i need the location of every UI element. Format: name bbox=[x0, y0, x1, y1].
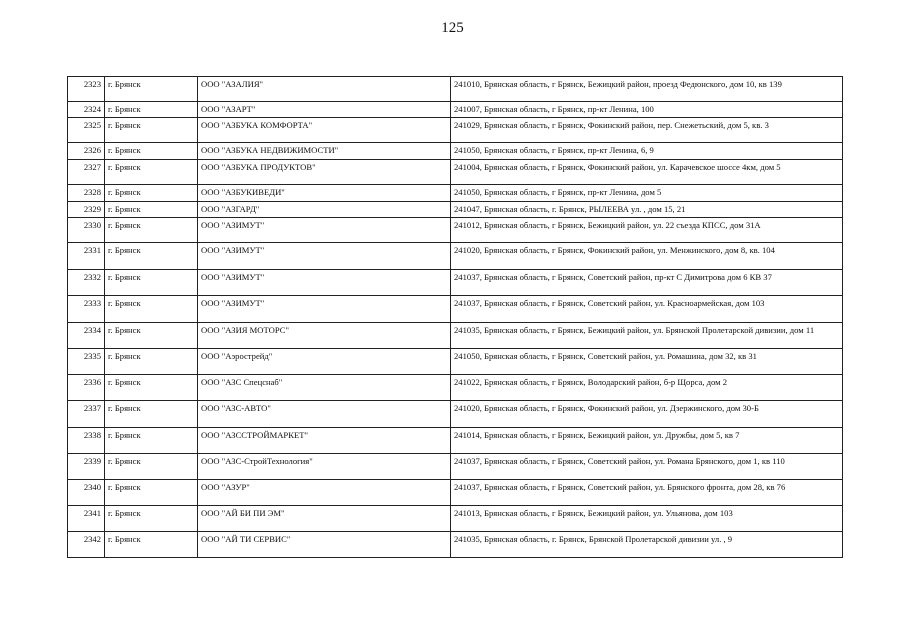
table-row bbox=[68, 506, 843, 532]
company-name-cell: ООО "АЗССТРОЙМАРКЕТ" bbox=[198, 428, 451, 454]
company-name-cell: ООО "АЗАЛИЯ" bbox=[198, 77, 451, 102]
registry-table bbox=[67, 76, 843, 558]
address-cell: 241010, Брянская область, г Брянск, Бежицкий район, проезд Федюнского, дом 10, кв 139 bbox=[451, 77, 843, 102]
company-name-cell: ООО "АЙ БИ ПИ ЭМ" bbox=[198, 506, 451, 532]
city-cell: г. Брянск bbox=[105, 118, 198, 143]
table-row bbox=[68, 160, 843, 185]
row-number-cell: 2342 bbox=[68, 532, 105, 558]
table-row bbox=[68, 454, 843, 480]
address-cell: 241013, Брянская область, г Брянск, Бежицкий район, ул. Ульянова, дом 103 bbox=[451, 506, 843, 532]
city-cell: г. Брянск bbox=[105, 506, 198, 532]
company-name-cell: ООО "АЗИМУТ" bbox=[198, 270, 451, 296]
city-cell: г. Брянск bbox=[105, 323, 198, 349]
address-cell: 241037, Брянская область, г Брянск, Советский район, ул. Романа Брянского, дом 1, кв 110 bbox=[451, 454, 843, 480]
table-row bbox=[68, 323, 843, 349]
row-number-cell: 2339 bbox=[68, 454, 105, 480]
table-row bbox=[68, 296, 843, 323]
table-row bbox=[68, 480, 843, 506]
city-cell: г. Брянск bbox=[105, 401, 198, 428]
address-cell: 241007, Брянская область, г Брянск, пр-кт Ленина, 100 bbox=[451, 102, 843, 118]
city-cell: г. Брянск bbox=[105, 218, 198, 243]
row-number-cell: 2338 bbox=[68, 428, 105, 454]
city-cell: г. Брянск bbox=[105, 375, 198, 401]
company-name-cell: ООО "АЗБУКА КОМФОРТА" bbox=[198, 118, 451, 143]
address-cell: 241004, Брянская область, г Брянск, Фокинский район, ул. Карачевское шоссе 4км, дом 5 bbox=[451, 160, 843, 185]
row-number-cell: 2331 bbox=[68, 243, 105, 270]
company-name-cell: ООО "АЗС-СтройТехнология" bbox=[198, 454, 451, 480]
city-cell: г. Брянск bbox=[105, 160, 198, 185]
address-cell: 241020, Брянская область, г Брянск, Фокинский район, ул. Менжинского, дом 8, кв. 104 bbox=[451, 243, 843, 270]
address-cell: 241037, Брянская область, г Брянск, Советский район, ул. Брянского фронта, дом 28, кв 76 bbox=[451, 480, 843, 506]
address-cell: 241050, Брянская область, г Брянск, Советский район, ул. Ромашина, дом 32, кв 31 bbox=[451, 349, 843, 375]
company-name-cell: ООО "АЗС Спецснаб" bbox=[198, 375, 451, 401]
row-number-cell: 2336 bbox=[68, 375, 105, 401]
city-cell: г. Брянск bbox=[105, 454, 198, 480]
city-cell: г. Брянск bbox=[105, 349, 198, 375]
company-name-cell: ООО "АЗИЯ МОТОРС" bbox=[198, 323, 451, 349]
table-row bbox=[68, 118, 843, 143]
row-number-cell: 2329 bbox=[68, 202, 105, 218]
address-cell: 241035, Брянская область, г. Брянск, Брянской Пролетарской дивизии ул. , 9 bbox=[451, 532, 843, 558]
table-row bbox=[68, 77, 843, 102]
address-cell: 241020, Брянская область, г Брянск, Фокинский район, ул. Дзержинского, дом 30-Б bbox=[451, 401, 843, 428]
city-cell: г. Брянск bbox=[105, 202, 198, 218]
city-cell: г. Брянск bbox=[105, 102, 198, 118]
city-cell: г. Брянск bbox=[105, 77, 198, 102]
city-cell: г. Брянск bbox=[105, 185, 198, 202]
address-cell: 241037, Брянская область, г Брянск, Советский район, ул. Красноармейская, дом 103 bbox=[451, 296, 843, 323]
row-number-cell: 2327 bbox=[68, 160, 105, 185]
table-row bbox=[68, 428, 843, 454]
table-row bbox=[68, 185, 843, 202]
city-cell: г. Брянск bbox=[105, 480, 198, 506]
row-number-cell: 2326 bbox=[68, 143, 105, 160]
address-cell: 241022, Брянская область, г Брянск, Володарский район, б-р Щорса, дом 2 bbox=[451, 375, 843, 401]
company-name-cell: ООО "АЗБУКА НЕДВИЖИМОСТИ" bbox=[198, 143, 451, 160]
row-number-cell: 2333 bbox=[68, 296, 105, 323]
table-row bbox=[68, 532, 843, 558]
row-number-cell: 2334 bbox=[68, 323, 105, 349]
address-cell: 241014, Брянская область, г Брянск, Бежицкий район, ул. Дружбы, дом 5, кв 7 bbox=[451, 428, 843, 454]
row-number-cell: 2325 bbox=[68, 118, 105, 143]
table-row bbox=[68, 102, 843, 118]
table-row bbox=[68, 375, 843, 401]
row-number-cell: 2335 bbox=[68, 349, 105, 375]
address-cell: 241047, Брянская область, г. Брянск, РЫЛЕЕВА ул. , дом 15, 21 bbox=[451, 202, 843, 218]
company-name-cell: ООО "АЗС-АВТО" bbox=[198, 401, 451, 428]
address-cell: 241050, Брянская область, г Брянск, пр-кт Ленина, 6, 9 bbox=[451, 143, 843, 160]
row-number-cell: 2332 bbox=[68, 270, 105, 296]
address-cell: 241035, Брянская область, г Брянск, Бежицкий район, ул. Брянской Пролетарской дивизии, дом 11 bbox=[451, 323, 843, 349]
city-cell: г. Брянск bbox=[105, 143, 198, 160]
row-number-cell: 2328 bbox=[68, 185, 105, 202]
address-cell: 241012, Брянская область, г Брянск, Бежицкий район, ул. 22 съезда КПСС, дом 31А bbox=[451, 218, 843, 243]
table-row bbox=[68, 401, 843, 428]
address-cell: 241029, Брянская область, г Брянск, Фокинский район, пер. Снежетьский, дом 5, кв. 3 bbox=[451, 118, 843, 143]
address-cell: 241050, Брянская область, г Брянск, пр-кт Ленина, дом 5 bbox=[451, 185, 843, 202]
table-row bbox=[68, 143, 843, 160]
company-name-cell: ООО "АЗИМУТ" bbox=[198, 243, 451, 270]
row-number-cell: 2340 bbox=[68, 480, 105, 506]
row-number-cell: 2330 bbox=[68, 218, 105, 243]
company-name-cell: ООО "Аэрострейд" bbox=[198, 349, 451, 375]
city-cell: г. Брянск bbox=[105, 243, 198, 270]
table-row bbox=[68, 202, 843, 218]
row-number-cell: 2341 bbox=[68, 506, 105, 532]
city-cell: г. Брянск bbox=[105, 428, 198, 454]
company-name-cell: ООО "АЗИМУТ" bbox=[198, 218, 451, 243]
row-number-cell: 2324 bbox=[68, 102, 105, 118]
city-cell: г. Брянск bbox=[105, 270, 198, 296]
table-row bbox=[68, 349, 843, 375]
city-cell: г. Брянск bbox=[105, 532, 198, 558]
company-name-cell: ООО "АЗУР" bbox=[198, 480, 451, 506]
address-cell: 241037, Брянская область, г Брянск, Советский район, пр-кт С Димитрова дом 6 КВ 37 bbox=[451, 270, 843, 296]
registry-table-body bbox=[68, 77, 843, 558]
company-name-cell: ООО "АЙ ТИ СЕРВИС" bbox=[198, 532, 451, 558]
page-number: 125 bbox=[441, 20, 464, 36]
company-name-cell: ООО "АЗАРТ" bbox=[198, 102, 451, 118]
company-name-cell: ООО "АЗБУКА ПРОДУКТОВ" bbox=[198, 160, 451, 185]
table-row bbox=[68, 243, 843, 270]
company-name-cell: ООО "АЗГАРД" bbox=[198, 202, 451, 218]
row-number-cell: 2337 bbox=[68, 401, 105, 428]
city-cell: г. Брянск bbox=[105, 296, 198, 323]
company-name-cell: ООО "АЗБУКИВЕДИ" bbox=[198, 185, 451, 202]
table-row bbox=[68, 270, 843, 296]
company-name-cell: ООО "АЗИМУТ" bbox=[198, 296, 451, 323]
row-number-cell: 2323 bbox=[68, 77, 105, 102]
table-row bbox=[68, 218, 843, 243]
